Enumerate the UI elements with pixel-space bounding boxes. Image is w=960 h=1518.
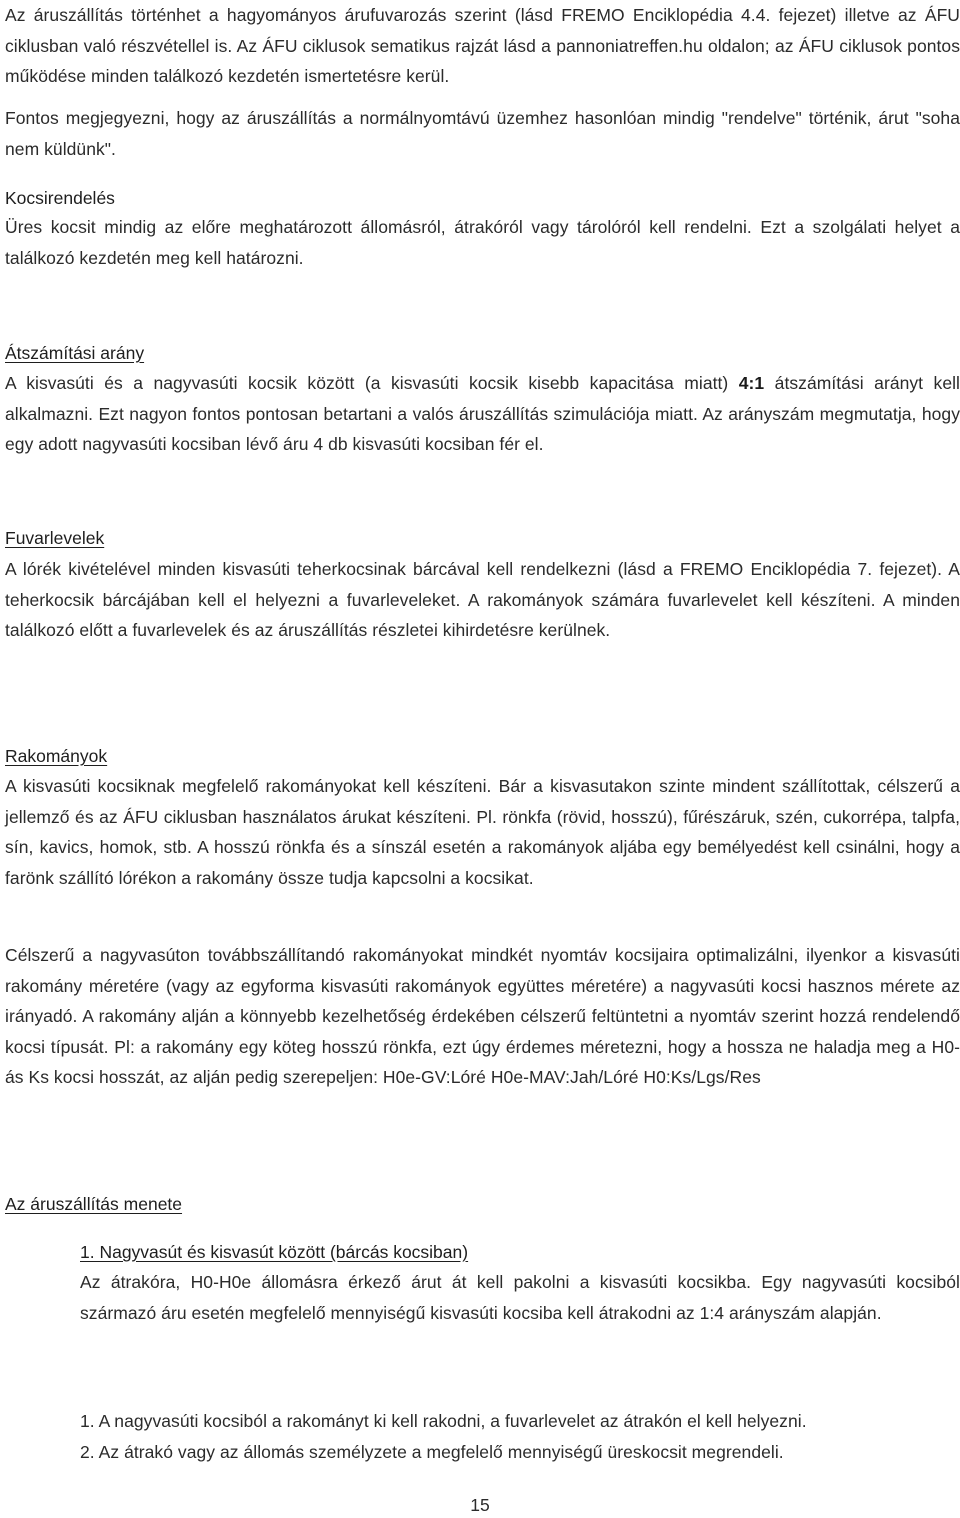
- heading-atszamitasi-arany: Átszámítási arány: [5, 343, 145, 363]
- heading-rakomanyok: Rakományok: [5, 746, 108, 766]
- intro-paragraph-2: Fontos megjegyezni, hogy az áruszállítás a normálnyomtávú üzemhez hasonlóan mindig "rendelve" történik, árut "soha nem küldünk".: [5, 108, 960, 159]
- atszamitasi-text: [5, 368, 960, 460]
- kocsirendeles-text: Üres kocsit mindig az előre meghatározott állomásról, átrakóról vagy tárolóról kell rendelni. Ezt a szolgálati helyet a találkozó kezdetén meg kell határozni.: [5, 217, 960, 268]
- intro-paragraph-1: Az áruszállítás történhet a hagyományos árufuvarozás szerint (lásd FREMO Enciklopédia 4.4. fejezet) illetve az ÁFU ciklusban való részvétellel is. Az ÁFU ciklusok sematikus rajzát lásd a pannoniatreffen.hu oldalon; az ÁFU ciklusok pontos működése minden találkozó kezdetén ismertetésre kerül.: [5, 5, 960, 86]
- heading-fuvarlevelek: Fuvarlevelek: [5, 528, 105, 548]
- heading-aruszallitas-menete: Az áruszállítás menete: [5, 1194, 183, 1214]
- page-number: 15: [470, 1495, 490, 1515]
- subheading-nagyvasut-kisvasut: 1. Nagyvasút és kisvasút között (bárcás kocsiban): [80, 1242, 469, 1262]
- step-item-1: 1. A nagyvasúti kocsiból a rakományt ki kell rakodni, a fuvarlevelet az átrakón el kell helyezni.: [80, 1411, 807, 1431]
- fuvarlevelek-text: A lórék kivételével minden kisvasúti teherkocsinak bárcával kell rendelkezni (lásd a FREMO Enciklopédia 7. fejezet). A teherkocsik bárcájában kell el helyezni a fuvarleveleket. A rakományok számára fuvarlevelet kell készíteni. A minden találkozó előtt a fuvarlevelek és az áruszállítás részletei kihirdetésre kerülnek.: [5, 559, 960, 640]
- rakomanyok-paragraph-2: Célszerű a nagyvasúton továbbszállítandó rakományokat mindkét nyomtáv kocsijaira optimalizálni, ilyenkor a kisvasúti rakomány méretére (vagy az egyforma kisvasúti rakományok együttes méretére) a nagyvasúti kocsi hasznos mérete az irányadó. A rakomány alján a könnyebb kezelhetőség érdekében célszerű feltüntetni a nyomtáv szerint hozzá rendelendő kocsi típusát. Pl: a rakomány egy köteg hosszú rönkfa, ezt úgy érdemes méretezni, hogy a hossza ne haladja meg a H0-ás Ks kocsi hosszát, az alján pedig szerepeljen: H0e-GV:Lóré H0e-MAV:Jah/Lóré H0:Ks/Lgs/Res: [5, 945, 960, 1087]
- subsection-text: Az átrakóra, H0-H0e állomásra érkező árut át kell pakolni a kisvasúti kocsikba. Egy nagyvasúti kocsiból származó áru esetén megfelelő mennyiségű kisvasúti kocsiba kell átrakodni az 1:4 arányszám alapján.: [80, 1272, 960, 1323]
- step-item-2: 2. Az átrakó vagy az állomás személyzete a megfelelő mennyiségű üreskocsit megrendeli.: [80, 1442, 784, 1462]
- rakomanyok-paragraph-1: A kisvasúti kocsiknak megfelelő rakományokat kell készíteni. Bár a kisvasutakon szinte mindent szállítottak, célszerű a jellemző és az ÁFU ciklusban használatos árukat készíteni. Pl. rönkfa (rövid, hosszú), fűrészáruk, szén, cukorrépa, talpfa, sín, kavics, homok, stb. A hosszú rönkfa és a sínszál esetén a rakományok aljába egy bemélyedést kell csinálni, hogy a farönk szállító lórékon a rakomány össze tudja kapcsolni a kocsikat.: [5, 776, 960, 888]
- atszamitasi-text-before: A kisvasúti és a nagyvasúti kocsik között (a kisvasúti kocsik kisebb kapacitása miatt): [5, 373, 739, 393]
- ratio-value: 4:1: [738, 373, 765, 393]
- atszamitasi-text-after: átszámítási arányt kell alkalmazni. Ezt nagyon fontos pontosan betartani a valós áruszállítás szimulációja miatt. Az arányszám megmutatja, hogy egy adott nagyvasúti kocsiban lévő áru 4 db kisvasúti kocsiban fér el.: [5, 373, 960, 454]
- heading-kocsirendeles: Kocsirendelés: [5, 188, 115, 208]
